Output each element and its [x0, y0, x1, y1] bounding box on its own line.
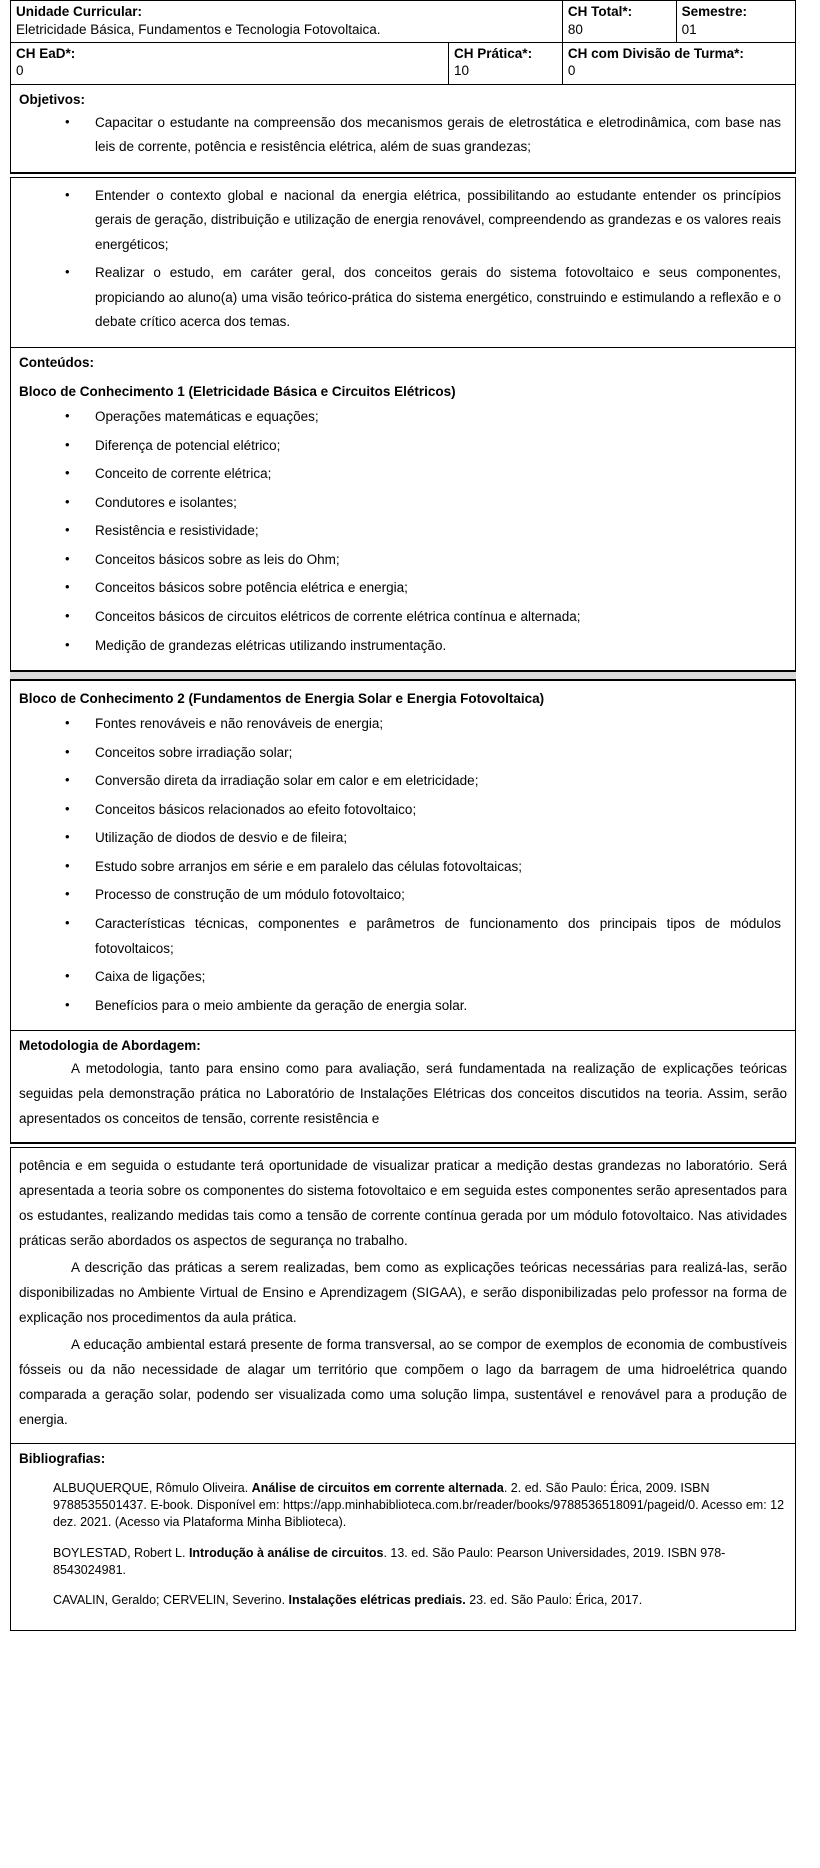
metodologia-paragraph-2: A descrição das práticas a serem realizadas, bem como as explicações teóricas necessárias para realizá-las, serão disponibilizadas no Ambiente Virtual de Ensino e Aprendizagem (SIGAA), e serão disponibilizadas pelo professor na forma de explicação nos procedimentos da aula prática.: [19, 1260, 787, 1325]
table-row: [11, 42, 796, 84]
bloco1-title: Bloco de Conhecimento 1 (Eletricidade Básica e Circuitos Elétricos): [19, 384, 456, 400]
bib-author-1: ALBUQUERQUE, Rômulo Oliveira.: [53, 1480, 252, 1495]
list-item: • Realizar o estudo, em caráter geral, dos conceitos gerais do sistema fotovoltaico e seus componentes, propiciando ao aluno(a) uma visão teórico-prática do sistema energético, construindo e estimulando a reflexão e o debate crítico acerca dos temas.: [65, 261, 781, 335]
document-body: [10, 0, 796, 1631]
table-row: [11, 1, 796, 43]
unidade-curricular-value: Eletricidade Básica, Fundamentos e Tecnologia Fotovoltaica.: [16, 21, 381, 37]
bib-details-1: . 2. ed. São Paulo: Érica, 2009. ISBN 9788535501437. E-book. Disponível em: https://app.minhabiblioteca.com.br/reader/books/9788536518091/pageid/0. Acesso em: 12 dez. 2021. (Acesso via Plataforma Minha Biblioteca).: [53, 1480, 785, 1530]
ch-ead-cell: [11, 42, 449, 84]
list-item: • Conceitos básicos sobre potência elétrica e energia;: [65, 576, 781, 601]
list-item: • Conceitos básicos relacionados ao efeito fotovoltaico;: [65, 798, 781, 823]
unidade-curricular-label: Unidade Curricular:: [16, 4, 143, 19]
list-item: • Utilização de diodos de desvio e de fileira;: [65, 826, 781, 851]
bibliography-entry: [19, 1592, 787, 1609]
list-item: • Medição de grandezas elétricas utilizando instrumentação.: [65, 634, 781, 659]
list-item: • Estudo sobre arranjos em série e em paralelo das células fotovoltaicas;: [65, 855, 781, 880]
unidade-curricular-cell: [11, 1, 563, 43]
page-break-separator: [10, 671, 796, 680]
list-item: • Operações matemáticas e equações;: [65, 405, 781, 430]
list-item: • Características técnicas, componentes e parâmetros de funcionamento dos principais tipos de módulos fotovoltaicos;: [65, 912, 781, 961]
bib-title-3: Instalações elétricas prediais.: [288, 1593, 466, 1608]
list-item: • Processo de construção de um módulo fotovoltaico;: [65, 883, 781, 908]
conteudos-title: Conteúdos:: [19, 355, 94, 371]
ch-pratica-cell: [449, 42, 563, 84]
metodologia-paragraph-3: A educação ambiental estará presente de forma transversal, ao se compor de exemplos de economia de combustíveis fósseis ou da não necessidade de alagar um território que compõem o lago da barragem de uma hidroelétrica quando comparada a geração solar, podendo ser visualizada como uma solução limpa, sustentável e renovável para a produção de energia.: [19, 1336, 787, 1427]
bibliografias-title: Bibliografias:: [19, 1450, 106, 1466]
list-item: • Conversão direta da irradiação solar em calor e em eletricidade;: [65, 769, 781, 794]
ch-total-cell: [562, 1, 676, 43]
ch-ead-label: CH EaD*:: [16, 45, 76, 61]
ch-divisao-turma-value: 0: [567, 63, 576, 79]
ch-divisao-turma-label: CH com Divisão de Turma*:: [567, 45, 744, 61]
ch-divisao-turma-cell: [562, 42, 795, 84]
list-item: • Condutores e isolantes;: [65, 491, 781, 516]
bloco2-list: [19, 712, 787, 1018]
list-item: • Diferença de potencial elétrico;: [65, 434, 781, 459]
metodologia-title: Metodologia de Abordagem:: [19, 1038, 201, 1054]
list-item: • Caixa de ligações;: [65, 965, 781, 990]
semestre-value: 01: [681, 21, 697, 37]
bibliography-entry: [19, 1480, 787, 1532]
bib-title-1: Análise de circuitos em corrente alternada: [251, 1480, 504, 1495]
objetivos-list-part2: [19, 184, 787, 335]
ch-ead-value: 0: [16, 63, 24, 79]
list-item: • Entender o contexto global e nacional da energia elétrica, possibilitando ao estudante entender os princípios gerais de geração, distribuição e utilização de energia renovável, compreendendo as grandezas e os valores reais energéticos;: [65, 184, 781, 258]
metodologia-section-top: [10, 1031, 796, 1143]
list-item: • Benefícios para o meio ambiente da geração de energia solar.: [65, 994, 781, 1019]
bibliografias-list: [19, 1470, 787, 1610]
ch-total-value: 80: [567, 21, 583, 37]
metodologia-section-bottom: [10, 1147, 796, 1444]
conteudos-section-bloco2: [10, 680, 796, 1031]
objetivos-title: Objetivos:: [19, 91, 86, 107]
bib-title-2: Introdução à análise de circuitos: [188, 1545, 384, 1560]
semestre-cell: [676, 1, 795, 43]
list-item: • Conceito de corrente elétrica;: [65, 462, 781, 487]
conteudos-section-bloco1: [10, 348, 796, 671]
bloco1-list: [19, 405, 787, 658]
objetivos-section-top: [10, 85, 796, 173]
bibliografias-section: [10, 1444, 796, 1632]
objetivos-section-bottom: [10, 177, 796, 348]
course-header-table: [10, 0, 796, 85]
list-item: • Conceitos básicos sobre as leis do Ohm;: [65, 548, 781, 573]
list-item: • Resistência e resistividade;: [65, 519, 781, 544]
metodologia-paragraph-1b: potência e em seguida o estudante terá oportunidade de visualizar praticar a medição destas grandezas no laboratório. Será apresentada a teoria sobre os componentes do sistema fotovoltaico e em seguida estes componentes serão apresentados para os estudantes, realizando medidas tais como a tensão de corrente contínua gerada por um módulo fotovoltaico. Nas atividades práticas serão abordados os aspectos de segurança no trabalho.: [19, 1158, 787, 1249]
bib-details-3: 23. ed. São Paulo: Érica, 2017.: [465, 1593, 643, 1608]
ch-total-label: CH Total*:: [567, 4, 633, 19]
list-item: • Fontes renováveis e não renováveis de energia;: [65, 712, 781, 737]
semestre-label: Semestre:: [681, 4, 747, 19]
ch-pratica-label: CH Prática*:: [454, 45, 533, 61]
bloco2-title: Bloco de Conhecimento 2 (Fundamentos de Energia Solar e Energia Fotovoltaica): [19, 691, 545, 707]
metodologia-paragraph-1a: A metodologia, tanto para ensino como para avaliação, será fundamentada na realização de explicações teóricas seguidas pela demonstração prática no Laboratório de Instalações Elétricas dos conceitos discutidos na teoria. Assim, serão apresentados os conceitos de tensão, corrente resistência e: [19, 1061, 787, 1127]
bib-author-3: CAVALIN, Geraldo; CERVELIN, Severino.: [53, 1593, 289, 1608]
bibliography-entry: [19, 1545, 787, 1580]
list-item: • Conceitos básicos de circuitos elétricos de corrente elétrica contínua e alternada;: [65, 605, 781, 630]
bib-details-2: . 13. ed. São Paulo: Pearson Universidades, 2019. ISBN 978-8543024981.: [53, 1545, 726, 1577]
list-item: • Capacitar o estudante na compreensão dos mecanismos gerais de eletrostática e eletrodinâmica, com base nas leis de corrente, potência e resistência elétrica, além de suas grandezas;: [65, 111, 781, 160]
ch-pratica-value: 10: [454, 63, 470, 79]
bib-author-2: BOYLESTAD, Robert L.: [53, 1545, 189, 1560]
objetivos-list-part1: [19, 111, 787, 160]
list-item: • Conceitos sobre irradiação solar;: [65, 741, 781, 766]
